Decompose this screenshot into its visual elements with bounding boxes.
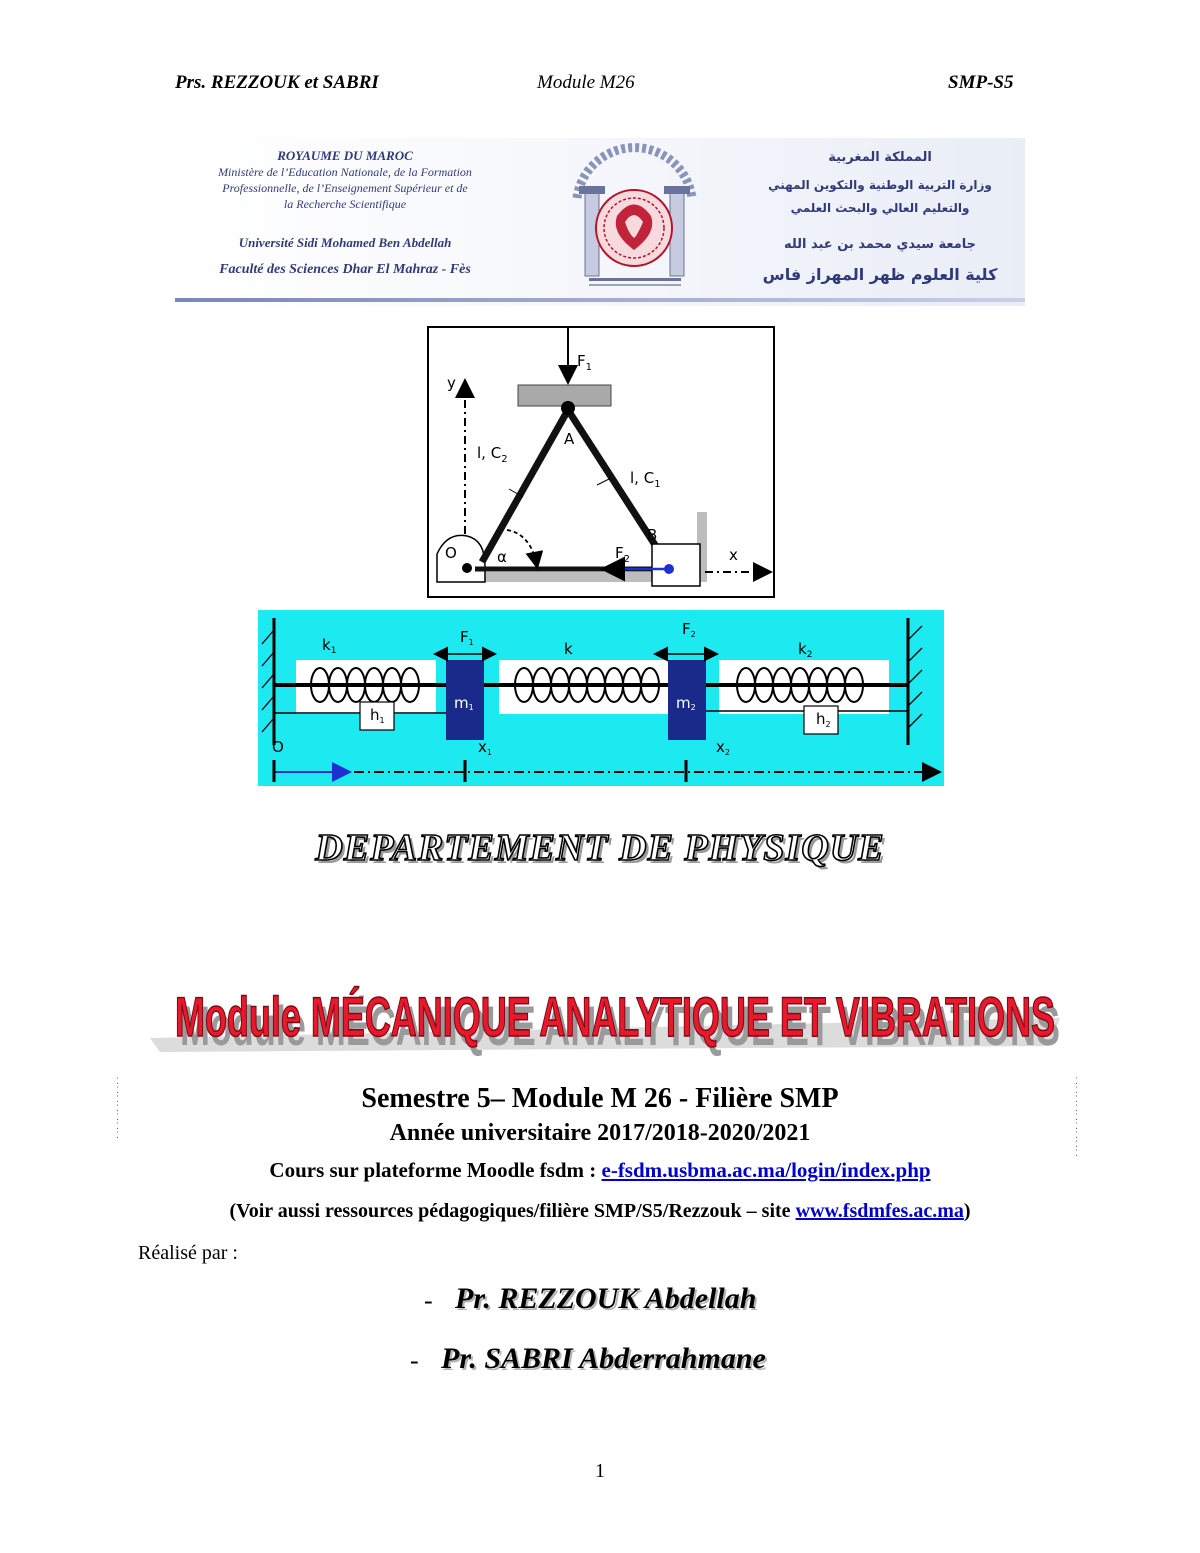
figure-bar-mechanism-drawing	[427, 326, 775, 598]
letterhead-ministry-fr-2: Professionnelle, de l’Enseignement Supérieur et de	[222, 181, 468, 195]
x1-label: $x_1$	[478, 738, 492, 757]
author-1-dash: -	[424, 1286, 433, 1315]
university-seal-logo	[567, 138, 702, 296]
letterhead-university-fr: Université Sidi Mohamed Ben Abdellah	[238, 235, 452, 250]
module-title-shadow: Module MÉCANIQUE ANALYTIQUE ET VIBRATIONS	[180, 994, 1060, 1057]
letterhead-country-fr: ROYAUME DU MAROC	[277, 148, 413, 163]
module-title	[0, 960, 1200, 1080]
slider-b	[652, 544, 700, 586]
figure-bar-mechanism	[427, 326, 775, 598]
figure-spring-mass-drawing	[258, 610, 944, 786]
header-right: SMP-S5	[948, 72, 1014, 93]
y-axis-label: y	[447, 374, 456, 392]
x2-label: $x_2$	[716, 738, 730, 757]
figure-spring-mass-system	[258, 610, 944, 786]
spring-k1-label: $k_1$	[322, 636, 337, 656]
origin-label: O	[272, 738, 284, 756]
spring-k2-label: $k_2$	[798, 640, 813, 660]
point-b-label: B	[647, 526, 658, 544]
bar-c2-label: l, $C_2$	[477, 444, 508, 465]
letterhead-country-ar: المملكة المغربية	[828, 150, 932, 165]
author-2-dash: -	[410, 1346, 419, 1375]
angle-alpha-label: α	[497, 548, 507, 566]
letterhead-ministry-fr-3: la Recherche Scientifique	[283, 197, 407, 211]
letterhead-faculty-fr: Faculté des Sciences Dhar El Mahraz - Fès	[219, 262, 471, 277]
joint-a	[561, 401, 575, 415]
moodle-link[interactable]: e-fsdm.usbma.ac.ma/login/index.php	[601, 1158, 931, 1182]
resources-suffix: )	[963, 1200, 971, 1222]
resources-link[interactable]: www.fsdmfes.ac.ma	[795, 1200, 964, 1222]
letterhead-rule	[175, 298, 1025, 302]
force-f2-label: $F_2$	[682, 620, 696, 639]
header-left: Prs. REZZOUK et SABRI	[175, 72, 379, 93]
department-title: DEPARTEMENT DE PHYSIQUE	[315, 827, 885, 869]
force-f1-label: $F_1$	[577, 352, 593, 373]
page-number: 1	[595, 1460, 605, 1482]
side-mark-left: ⁚ ⁚ ⁚ ⁚ ⁚ ⁚ ⁚	[116, 1077, 119, 1141]
letterhead-university-ar: جامعة سيدي محمد بن عبد الله	[783, 237, 977, 252]
damper-h2-label: $h_2$	[816, 710, 831, 729]
letterhead-banner	[175, 138, 1025, 306]
author-1: Pr. REZZOUK Abdellah	[455, 1282, 757, 1315]
letterhead-faculty-ar: كلية العلوم ظهر المهراز فاس	[762, 265, 998, 284]
module-title-wordart	[0, 960, 1200, 1080]
pivot-o	[462, 563, 472, 573]
year-line: Année universitaire 2017/2018-2020/2021	[389, 1120, 811, 1146]
letterhead-ministry-ar-2: والتعليم العالي والبحث العلمي	[790, 201, 970, 215]
spring-k-label: k	[564, 640, 573, 658]
mass-m1-label: m1	[454, 694, 474, 712]
header-center: Module M26	[537, 72, 635, 93]
origin-label: O	[445, 544, 457, 562]
bar-c1-label: l, $C_1$	[630, 469, 661, 490]
resources-prefix: (Voir aussi ressources pédagogiques/filière SMP/S5/Rezzouk – site	[229, 1200, 796, 1222]
slider-pin	[664, 564, 674, 574]
resources-line	[0, 1200, 1200, 1223]
author-2: Pr. SABRI Abderrahmane	[441, 1342, 766, 1375]
realise-par-label: Réalisé par :	[138, 1242, 238, 1264]
letterhead-ministry-fr-1: Ministère de l’Education Nationale, de la Formation	[218, 165, 472, 179]
damper-h1-label: $h_1$	[370, 706, 385, 725]
x-axis-label: x	[729, 546, 738, 564]
point-a-label: A	[564, 430, 575, 448]
force-f1-label: $F_1$	[460, 628, 474, 647]
mass-m2-label: m2	[676, 694, 696, 712]
force-f2-label: $F_2$	[615, 544, 631, 565]
semester-line: Semestre 5– Module M 26 - Filière SMP	[361, 1083, 839, 1114]
module-title-text: Module MÉCANIQUE ANALYTIQUE ET VIBRATIONS	[175, 985, 1055, 1048]
side-mark-right: ⁚ ⁚ ⁚ ⁚ ⁚ ⁚ ⁚ ⁚ ⁚	[1075, 1077, 1078, 1159]
letterhead-ministry-ar-1: وزارة التربية الوطنية والتكوين المهني	[768, 178, 992, 192]
moodle-prefix: Cours sur plateforme Moodle fsdm :	[269, 1158, 602, 1182]
moodle-line	[0, 1158, 1200, 1183]
